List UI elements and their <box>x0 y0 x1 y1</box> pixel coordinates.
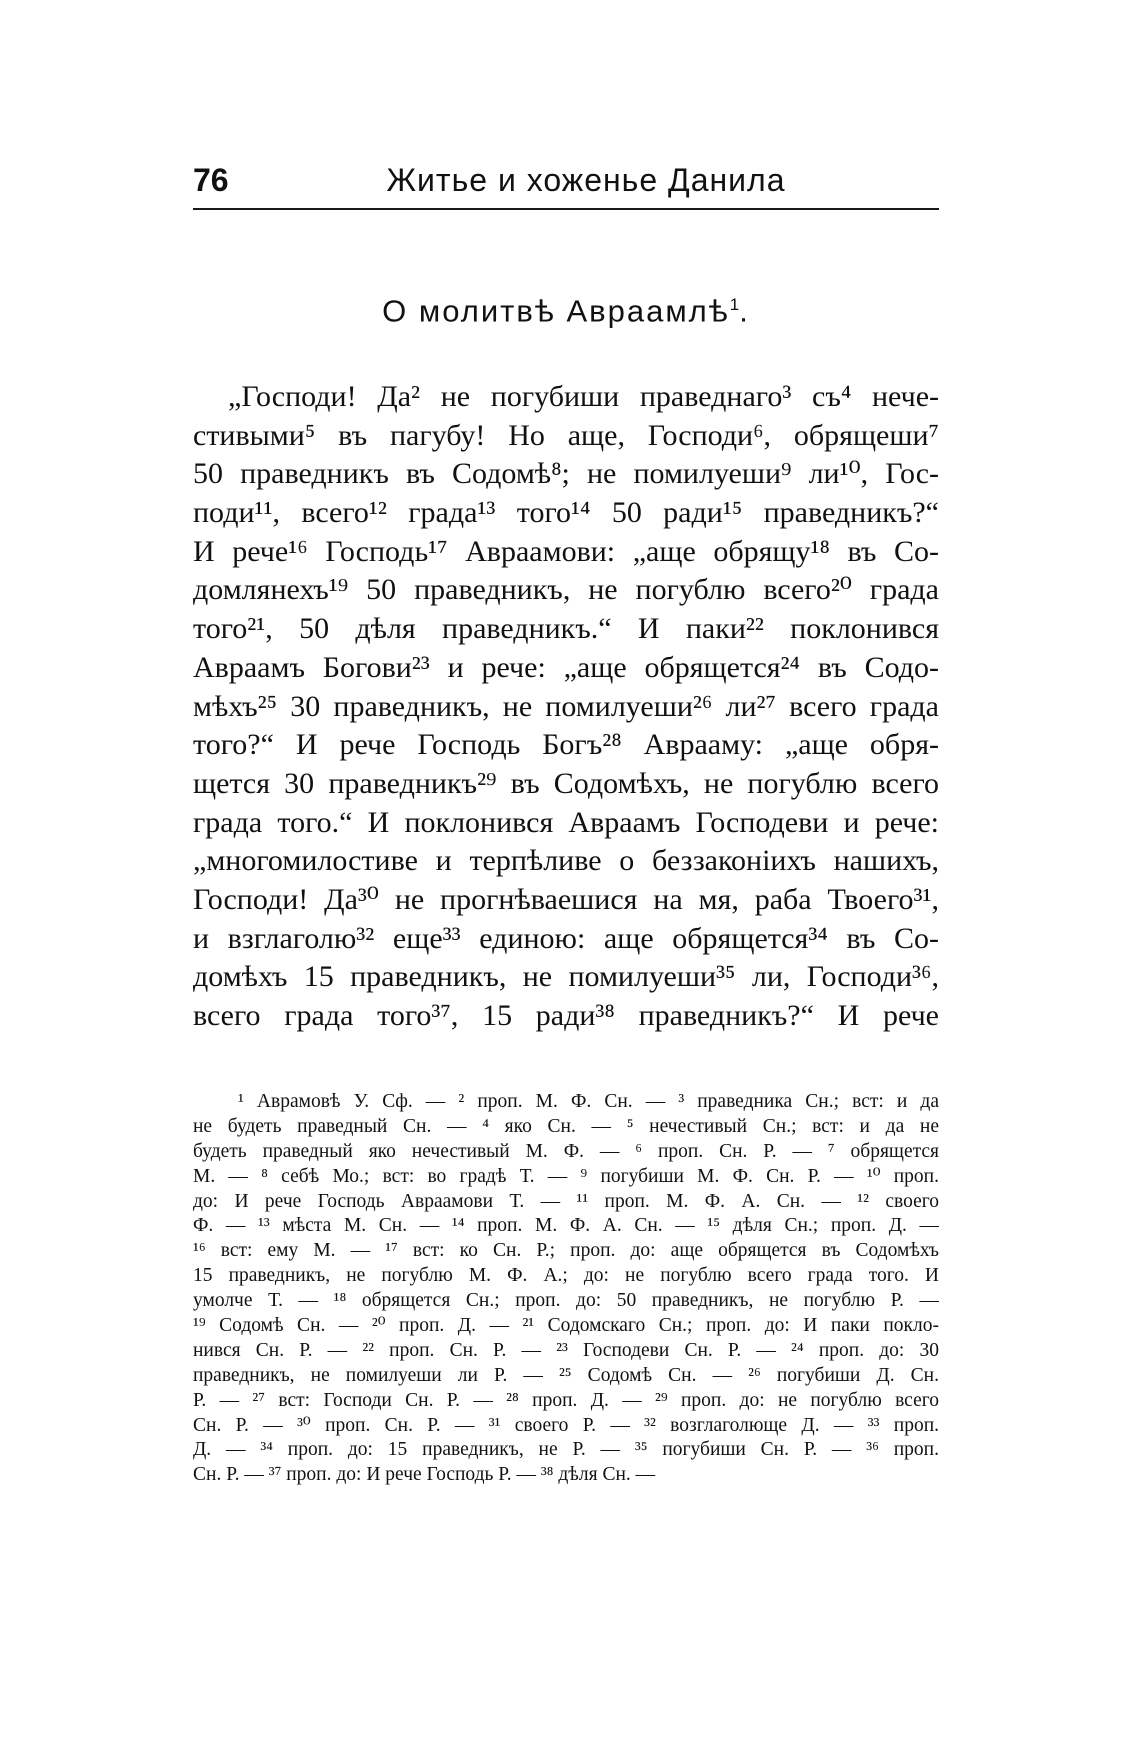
section-title-text: О молитвѣ Авраамлѣ <box>382 293 730 329</box>
main-text-line: того²¹, 50 дѣля праведникъ.“ И паки²² поклонився <box>193 612 939 646</box>
main-text-line: Господи! Да³⁰ не прогнѣваешися на мя, раба Твоего³¹, <box>193 882 939 916</box>
footnote-line: Ф. — ¹³ мѣста М. Сн. — ¹⁴ проп. М. Ф. А. Сн. — ¹⁵ дѣля Сн.; проп. Д. — <box>193 1215 939 1237</box>
footnote-line: Д. — ³⁴ проп. до: 15 праведникъ, не Р. — ³⁵ погубиши Сн. Р. — ³⁶ проп. <box>193 1439 939 1461</box>
main-text-line: града того.“ И поклонився Авраамъ Господеви и рече: <box>193 805 939 839</box>
main-text-line: И рече¹⁶ Господь¹⁷ Авраамови: „аще обрящу¹⁸ въ Со- <box>193 534 939 568</box>
footnote-line: до: И рече Господь Авраамови Т. — ¹¹ проп. М. Ф. А. Сн. — ¹² своего <box>193 1190 939 1212</box>
section-title-end: . <box>739 293 750 329</box>
footnote-line: Р. — ²⁷ вст: Господи Сн. Р. — ²⁸ проп. Д. — ²⁹ проп. до: не погублю всего <box>193 1389 939 1411</box>
footnote-line: нився Сн. Р. — ²² проп. Сн. Р. — ²³ Господеви Сн. Р. — ²⁴ проп. до: 30 <box>193 1339 939 1361</box>
main-text-line: домѣхъ 15 праведникъ, не помилуеши³⁵ ли, Господи³⁶, <box>193 960 939 994</box>
footnote-line: ¹⁶ вст: ему М. — ¹⁷ вст: ко Сн. Р.; проп. до: аще обрящется въ Содомѣхъ <box>193 1240 939 1262</box>
main-text-line: щется 30 праведникъ²⁹ въ Содомѣхъ, не погублю всего <box>193 766 939 800</box>
footnote-line: не будеть праведный Сн. — ⁴ яко Сн. — ⁵ нечестивый Сн.; вст: и да не <box>193 1115 939 1137</box>
main-text-line: того?“ И рече Господь Богъ²⁸ Аврааму: „аще обря- <box>193 728 939 762</box>
running-head <box>193 160 939 210</box>
main-text-line: Авраамъ Богови²³ и рече: „аще обрящется²⁴ въ Содо- <box>193 650 939 684</box>
section-title <box>193 285 939 331</box>
footnote-line: умолче Т. — ¹⁸ обрящется Сн.; проп. до: 50 праведникъ, не погублю Р. — <box>193 1290 939 1312</box>
page-number: 76 <box>193 162 229 198</box>
main-text-line: поди¹¹, всего¹² града¹³ того¹⁴ 50 ради¹⁵ праведникъ?“ <box>193 496 939 530</box>
footnote-line: ¹⁹ Содомѣ Сн. — ²⁰ проп. Д. — ²¹ Содомскаго Сн.; проп. до: И паки покло- <box>193 1315 939 1337</box>
main-text-line: „Господи! Да² не погубиши праведнаго³ съ⁴ нече- <box>228 380 939 413</box>
main-text <box>193 378 939 1036</box>
footnote-line: Сн. Р. — ³⁷ проп. до: И рече Господь Р. — ³⁸ дѣля Сн. — <box>193 1464 656 1486</box>
footnote-line: ¹ Аврамовѣ У. Сф. — ² проп. М. Ф. Сн. — ³ праведника Сн.; вст: и да <box>238 1091 939 1112</box>
main-text-line: домлянехъ¹⁹ 50 праведникъ, не погублю всего²⁰ града <box>193 573 939 607</box>
main-text-line: „многомилостиве и терпѣливе о беззаконiихъ нашихъ, <box>193 844 939 878</box>
footnote-line: М. — ⁸ себѣ Мо.; вст: во градѣ Т. — ⁹ погубиши М. Ф. Сн. Р. — ¹⁰ проп. <box>193 1165 939 1187</box>
footnote-line: Сн. Р. — ³⁰ проп. Сн. Р. — ³¹ своего Р. — ³² возглаголюще Д. — ³³ проп. <box>193 1414 939 1436</box>
section-title-note: 1 <box>729 295 740 314</box>
running-title: Житье и хоженье Данила <box>386 162 786 198</box>
main-text-line: и взглаголю³² еще³³ единою: аще обрящется³⁴ въ Со- <box>193 921 939 955</box>
main-text-line: всего града того³⁷, 15 ради³⁸ праведникъ?“ И рече <box>193 999 939 1032</box>
footnote-line: 15 праведникъ, не погублю М. Ф. А.; до: не погублю всего града того. И <box>193 1265 939 1287</box>
footnotes <box>193 1090 939 1488</box>
footnote-line: будеть праведный яко нечестивый М. Ф. — ⁶ проп. Сн. Р. — ⁷ обрящется <box>193 1140 939 1162</box>
footnote-line: праведникъ, не помилуеши ли Р. — ²⁵ Содомѣ Сн. — ²⁶ погубиши Д. Сн. <box>193 1364 939 1386</box>
main-text-line: мѣхъ²⁵ 30 праведникъ, не помилуеши²⁶ ли²⁷ всего града <box>193 689 939 723</box>
main-text-line: стивыми⁵ въ пагубу! Но аще, Господи⁶, обрящеши⁷ <box>193 418 939 452</box>
main-text-line: 50 праведникъ въ Содомѣ⁸; не помилуеши⁹ ли¹⁰, Гос- <box>193 457 939 491</box>
